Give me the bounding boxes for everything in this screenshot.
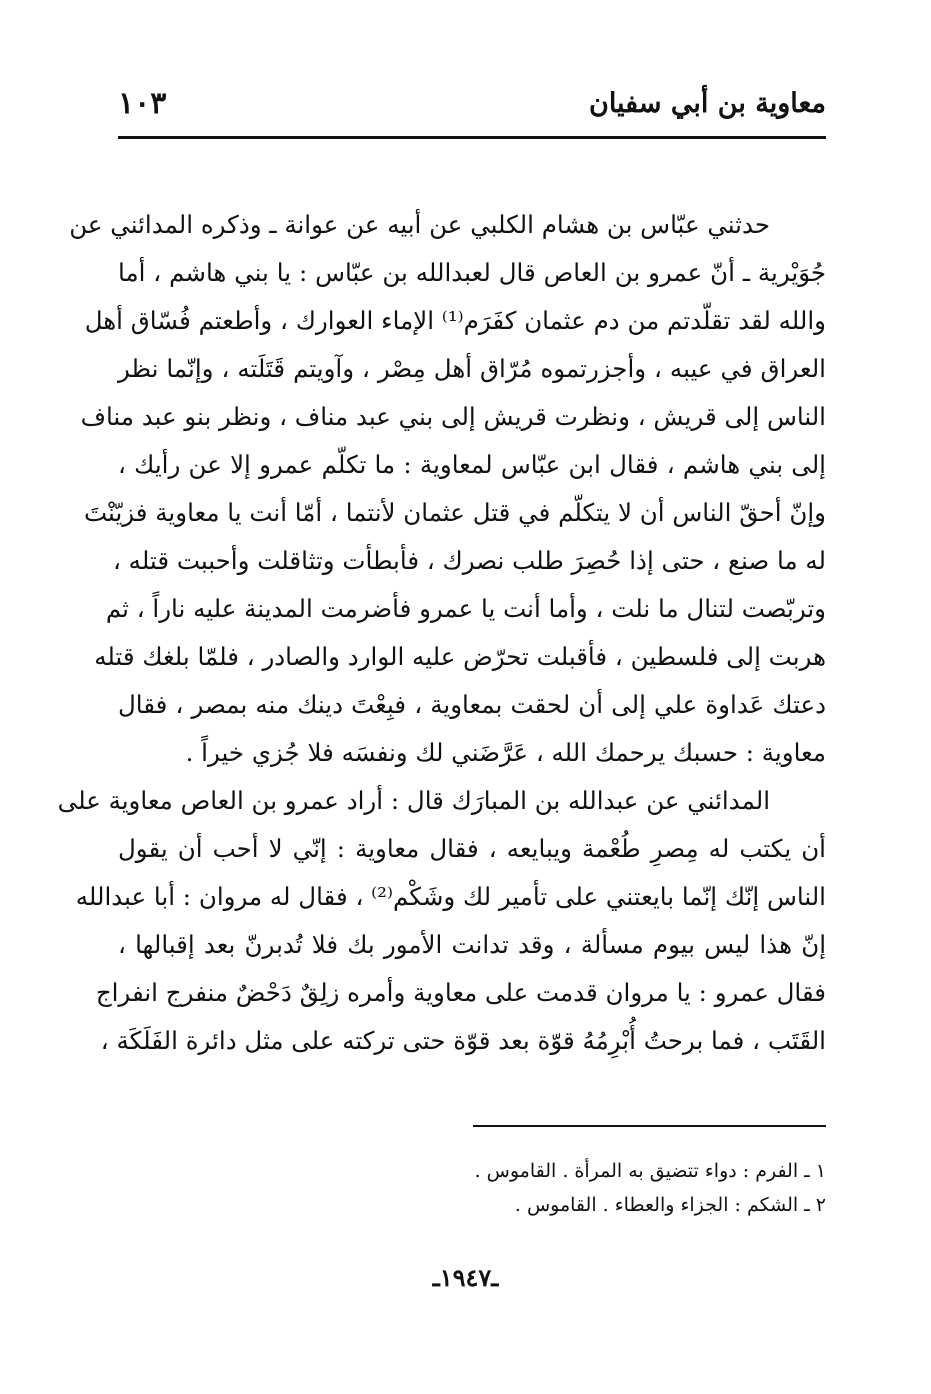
text-line: دعتك عَداوة علي إلى أن لحقت بمعاوية ، فبِعْتَ دينك منه بمصر ، فقال [118,690,826,719]
text-line: العراق في عيبه ، وأجزرتموه مُرّاق أهل مِصْر ، وآويتم قَتَلَته ، وإنّما نظر [118,354,826,383]
text-line: وتربّصت لتنال ما نلت ، وأما أنت يا عمرو فأضرمت المدينة عليه ناراً ، ثم [105,594,826,623]
text-line: الناس إلى قريش ، ونظرت قريش إلى بني عبد مناف ، ونظر بنو عبد مناف [80,402,826,431]
serial-page-number: ـ١٩٤٧ـ [432,1263,499,1292]
text-line: الناس إنّك إنّما بايعتني على تأمير لك وشَكْم⁽²⁾ ، فقال له مروان : أبا عبدالله [75,882,826,911]
text-line: له ما صنع ، حتى إذا حُصِرَ طلب نصرك ، فأبطأت وتثاقلت وأحببت قتله ، [112,546,826,575]
running-title: معاوية بن أبي سفيان [588,88,826,119]
page-number: ١٠٣ [118,86,167,121]
text-line: أن يكتب له مِصرِ طُعْمة ويبايعه ، فقال معاوية : إنّي لا أحب أن يقول [118,834,826,863]
text-line: هربت إلى فلسطين ، فأقبلت تحرّض عليه الوارد والصادر ، فلمّا بلغك قتله [94,642,826,671]
text-line: فقال عمرو : يا مروان قدمت على معاوية وأمره زلِقٌ دَحْضٌ منفرج انفراج [95,978,826,1007]
text-line: وإنّ أحقّ الناس أن لا يتكلّم في قتل عثمان لأنتما ، أمّا أنت يا معاوية فزيّنْتَ [84,498,826,527]
footnote-separator [473,1125,826,1127]
text-line: إنّ هذا ليس بيوم مسألة ، وقد تدانت الأمور بك فلا تُدبرنّ بعد إقبالها ، [118,930,826,959]
main-text [57,201,826,1065]
text-line: معاوية : حسبك يرحمك الله ، عَرَّضَني لك ونفسَه فلا جُزي خيراً . [185,738,826,767]
text-line: جُوَيْرية ـ أنّ عمرو بن العاص قال لعبدالله بن عبّاس : يا بني هاشم ، أما [118,258,826,287]
footnote-2: ٢ ـ الشكم : الجزاء والعطاء . القاموس . [514,1194,826,1216]
text-line: إلى بني هاشم ، فقال ابن عبّاس لمعاوية : ما تكلّم عمرو إلا عن رأيك ، [118,450,826,479]
page-header [118,86,826,139]
text-line: القَتَب ، فما برحتُ أُبْرِمُهُ قوّة بعد قوّة حتى تركته على مثل دائرة الفَلَكَة ، [100,1026,826,1055]
text-line: المدائني عن عبدالله بن المبارَك قال : أراد عمرو بن العاص معاوية على [57,786,770,815]
footnotes [118,1154,826,1222]
text-line: حدثني عبّاس بن هشام الكلبي عن أبيه عن عوانة ـ وذكره المدائني عن [69,210,770,239]
text-line: والله لقد تقلّدتم من دم عثمان كفَرَم⁽¹⁾ الإماء العوارك ، وأطعتم فُسّاق أهل [84,306,826,335]
footnote-1: ١ ـ الفرم : دواء تتضيق به المرأة . القاموس . [474,1160,826,1182]
